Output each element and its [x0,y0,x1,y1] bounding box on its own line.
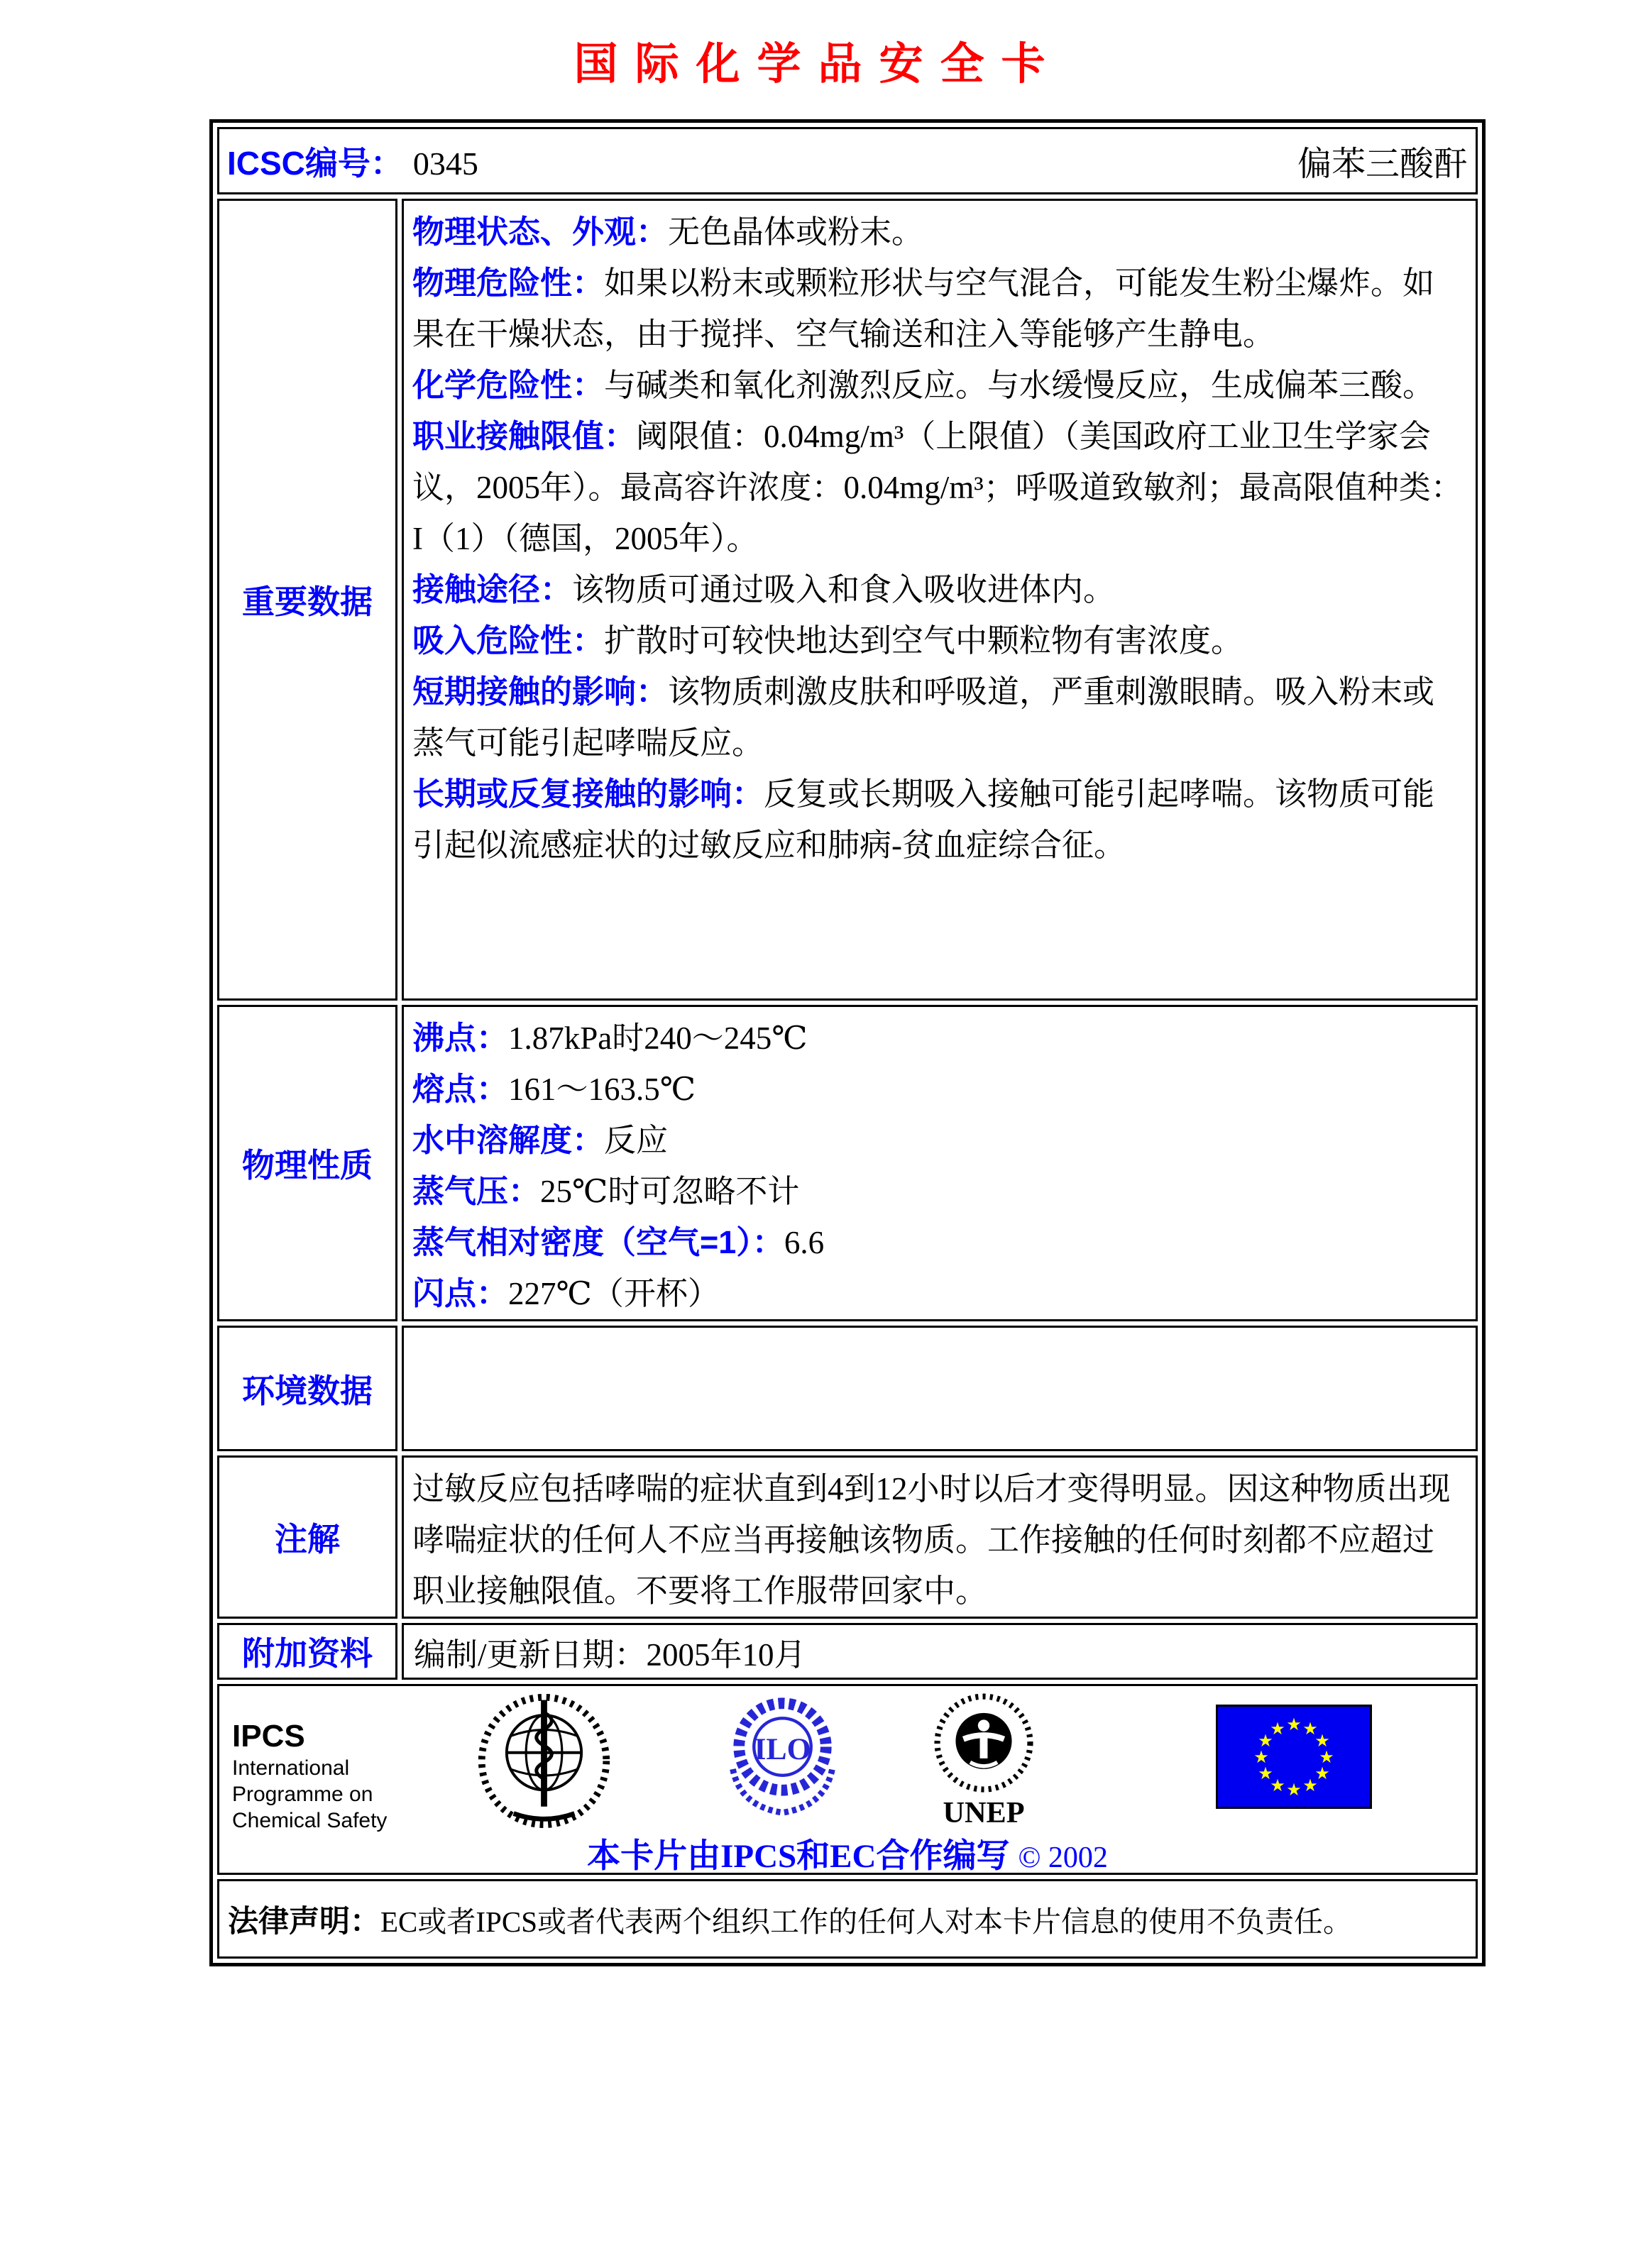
svg-text:★: ★ [1302,1719,1318,1739]
svg-text:★: ★ [1270,1719,1285,1739]
additional-info-content: 编制/更新日期：2005年10月 [402,1623,1478,1680]
legal-label: 法律声明： [228,1904,380,1939]
svg-text:★: ★ [1319,1747,1334,1767]
notes-row [217,1455,1478,1619]
important-item [412,411,1466,564]
field-value: 与碱类和氧化剂激烈反应。与水缓慢反应，生成偏苯三酸。 [604,368,1435,403]
important-data-content [402,199,1478,1001]
logos-cell [217,1684,1478,1875]
icsc-table [209,119,1486,1966]
field-value: 如果以粉末或颗粒形状与空气混合，可能发生粉尘爆炸。如果在干燥状态，由于搅拌、空气输送和注入等能够产生静电。 [412,265,1435,352]
field-value: 227℃（开杯） [508,1276,720,1311]
environment-data-content [402,1326,1478,1451]
notes-content [402,1455,1478,1619]
field-value: 扩散时可较快地达到空气中颗粒物有害浓度。 [604,623,1244,659]
eu-flag-icon [1216,1705,1372,1812]
field-label: 物理危险性： [412,265,605,301]
additional-info-row [217,1623,1478,1680]
important-item [412,360,1466,411]
legal-text: EC或者IPCS或者代表两个组织工作的任何人对本卡片信息的使用不负责任。 [380,1905,1352,1938]
field-label: 闪点： [412,1275,509,1311]
section-title-notes: 注解 [217,1455,397,1619]
svg-text:★: ★ [1286,1780,1302,1800]
ipcs-line: Programme on [232,1783,373,1806]
field-value: 反复或长期吸入接触可能引起哮喘。该物质可能引起似流感症状的过敏反应和肺病-贫血症综合征。 [412,776,1435,863]
physical-properties-row [217,1005,1478,1321]
physical-item [412,1064,1466,1115]
section-title-additional: 附加资料 [217,1623,397,1680]
section-title-important: 重要数据 [217,199,397,1001]
field-label: 熔点： [412,1071,509,1107]
svg-text:★: ★ [1253,1747,1269,1767]
important-item [412,615,1466,666]
field-value: 25℃时可忽略不计 [540,1174,800,1209]
legal-cell [217,1879,1478,1959]
field-value: 无色晶体或粉末。 [668,214,924,250]
icsc-number-value: 0345 [412,145,478,182]
svg-text:★: ★ [1314,1731,1330,1751]
icsc-number-group [227,138,478,185]
ipcs-line: International [232,1756,350,1780]
important-item [412,769,1466,871]
page-title: 国际化学品安全卡 [573,40,1063,89]
svg-text:★: ★ [1314,1763,1330,1783]
icsc-number-label: ICSC编号： [227,144,403,182]
important-data-row [217,199,1478,1001]
physical-item [412,1217,1466,1268]
svg-text:ILO: ILO [754,1732,811,1766]
physical-properties-content [402,1005,1478,1321]
important-item [412,258,1466,360]
field-value: 反应 [604,1123,669,1158]
ipcs-line: Chemical Safety [232,1809,388,1832]
svg-text:★: ★ [1258,1731,1273,1751]
chemical-name: 偏苯三酸酐 [1297,145,1468,183]
field-value: 该物质刺激皮肤和呼吸道，严重刺激眼睛。吸入粉末或蒸气可能引起哮喘反应。 [412,674,1435,761]
legal-row [217,1879,1478,1959]
physical-item [412,1268,1466,1319]
environment-data-row [217,1326,1478,1451]
who-logo-icon [475,1690,613,1832]
caption-text: 本卡片由IPCS和EC合作编写 [587,1838,1010,1875]
physical-item [412,1115,1466,1166]
field-label: 蒸气压： [412,1173,541,1209]
svg-text:★: ★ [1302,1776,1318,1795]
field-value: 161～163.5℃ [508,1072,696,1107]
field-label: 水中溶解度： [412,1122,605,1158]
field-label: 化学危险性： [412,367,605,403]
svg-text:★: ★ [1258,1763,1273,1783]
physical-item [412,1166,1466,1217]
copyright-text: © 2002 [1018,1842,1108,1874]
field-label: 蒸气相对密度（空气=1）： [412,1224,784,1260]
field-value: 阈限值：0.04mg/m³（上限值）（美国政府工业卫生学家会议，2005年）。最高容许浓度：0.04mg/m³；呼吸道致敏剂；最高限值种类：I（1）（德国，2005年）。 [412,419,1463,556]
header-row [217,127,1478,194]
field-label: 长期或反复接触的影响： [412,776,764,812]
field-label: 接触途径： [412,571,573,607]
field-label: 职业接触限值： [412,418,637,454]
logos-row [217,1684,1478,1875]
physical-item [412,1013,1466,1064]
unep-logo-icon [930,1690,1037,1836]
important-item [412,564,1466,615]
important-item [412,207,1466,258]
field-value: 1.87kPa时240～245℃ [508,1020,808,1056]
section-title-physical: 物理性质 [217,1005,397,1321]
field-value: 该物质可通过吸入和食入吸收进体内。 [572,572,1116,607]
ipcs-title: IPCS [232,1719,305,1754]
field-label: 物理状态、外观： [412,214,669,250]
ipcs-text-block [232,1718,387,1834]
field-label: 短期接触的影响： [412,673,669,710]
svg-text:★: ★ [1270,1776,1285,1795]
section-title-environment: 环境数据 [217,1326,397,1451]
header-cell [217,127,1478,194]
notes-text: 过敏反应包括哮喘的症状直到4到12小时以后才变得明显。因这种物质出现哮喘症状的任何人不应当再接触该物质。工作接触的任何时刻都不应超过职业接触限值。不要将工作服带回家中。 [412,1471,1451,1609]
ilo-logo-icon [720,1692,845,1830]
unep-label: UNEP [943,1795,1025,1829]
svg-text:★: ★ [1286,1714,1302,1734]
field-value: 6.6 [784,1225,825,1260]
important-item [412,666,1466,769]
footer-caption [219,1829,1476,1877]
field-label: 沸点： [412,1020,509,1056]
field-label: 吸入危险性： [412,622,605,659]
